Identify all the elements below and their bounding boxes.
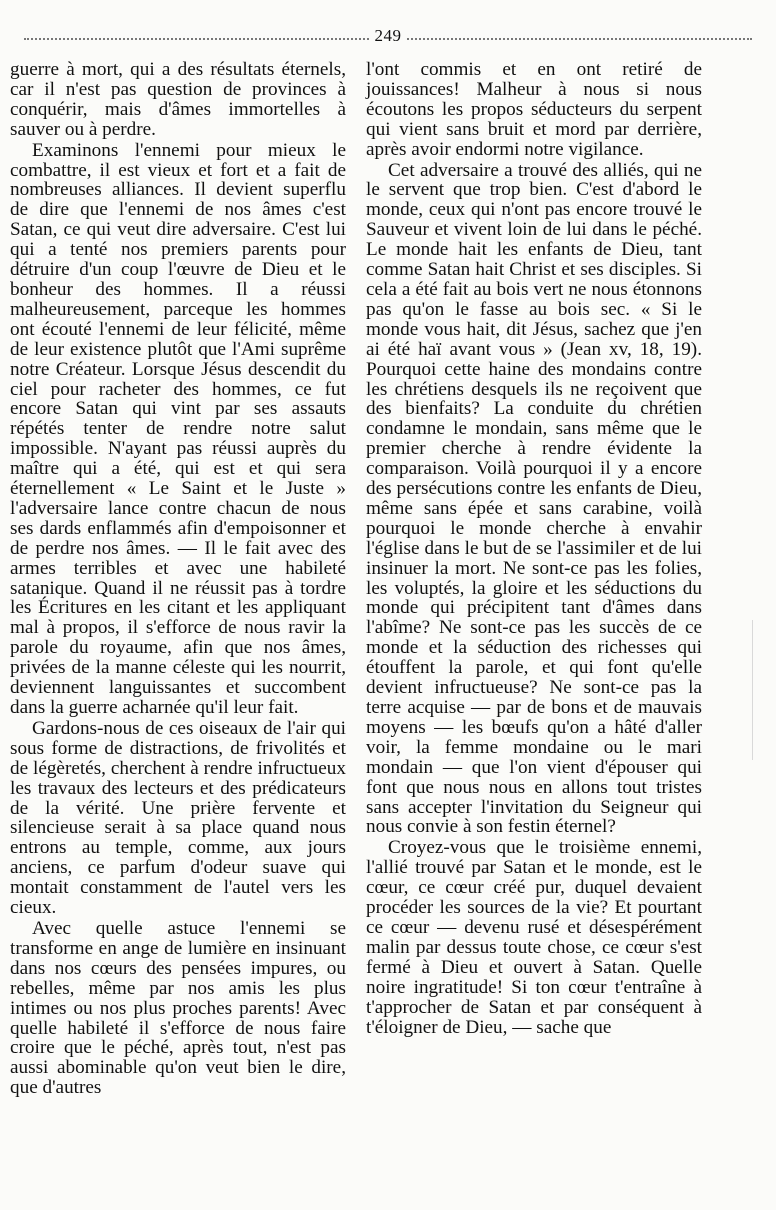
left-column [10, 60, 346, 1098]
left-paragraph-4: Avec quelle astuce l'ennemi se transforme en ange de lumière en insinuant dans nos cœurs des pensées impures, ou rebelles, même par nos amis les plus intimes ou nos plus proches parents! Avec quelle habileté il s'efforce de nous faire croire que le péché, après tout, n'est pas aussi abominable qu'on veut bien le dire, que d'autres [10, 917, 346, 1099]
right-column [366, 60, 702, 1037]
right-paragraph-2: Cet adversaire a trouvé des alliés, qui ne le servent que trop bien. C'est d'abord le monde, ceux qui n'ont pas encore trouvé le Sauveur et vivent loin de lui dans le péché. Le monde hait les enfants de Dieu, tant comme Satan hait Christ et ses disciples. Si cela a été fait au bois vert ne nous étonnons pas qu'on le fasse au bois sec. « Si le monde vous hait, dit Jésus, sachez que j'en ai été haï avant vous » (Jean xv, 18, 19). Pourquoi cette haine des mondains contre les chrétiens desquels ils ne reçoivent que des bienfaits? La conduite du chrétien condamne le mondain, sans même que le premier cherche à rendre évidente la comparaison. Voilà pourquoi il y a encore des persécutions contre les enfants de Dieu, même sans épée et sans carabine, voilà pourquoi le monde cherche à envahir l'église dans le but de se l'assimiler et de lui insinuer la mort. Ne sont-ce pas les folies, les voluptés, la gloire et les séductions du monde qui précipitent tant d'âmes dans l'abîme? Ne sont-ce pas les succès de ce monde et la séduction des richesses qui étouffent la parole, et qui font qu'elle devient infructueuse? Ne sont-ce pas la terre acquise — par de bons et de mauvais moyens — les bœufs qu'on a hâté d'aller voir, la femme mondaine ou le mari mondain — que l'on vient d'épouser qui font que nous nous en allons tout tristes sans accepter l'invitation du Seigneur qui nous convie à son festin éternel? [366, 159, 702, 838]
left-paragraph-1: guerre à mort, qui a des résultats éternels, car il n'est pas question de provinces à conquérir, mais d'âmes immortelles à sauver ou à perdre. [10, 59, 346, 140]
page-header [24, 26, 752, 46]
right-paragraph-1: l'ont commis et en ont retiré de jouissances! Malheur à nous si nous écoutons les propos séducteurs du serpent qui vient sans bruit et mord par derrière, après avoir endormi notre vigilance. [366, 59, 702, 160]
right-paragraph-3: Croyez-vous que le troisième ennemi, l'allié trouvé par Satan et le monde, est le cœur, ce cœur créé pur, duquel devaient procéder les sources de la vie? Et pourtant ce cœur — devenu rusé et désespérément malin par dessus toute chose, ce cœur s'est fermé à Dieu et ouvert à Satan. Quelle noire ingratitude! Si ton cœur t'entraîne à t'approcher de Satan et par conséquent à t'éloigner de Dieu, — sache que [366, 837, 702, 1038]
left-paragraph-3: Gardons-nous de ces oiseaux de l'air qui sous forme de distractions, de frivolités et de légèretés, cherchent à rendre infructueux les travaux des lecteurs et des prédicateurs de la vérité. Une prière fervente et silencieuse serait à sa place quand nous entrons au temple, comme, aux jours anciens, ce parfum d'odeur suave qui montait constamment de l'autel vers les cieux. [10, 717, 346, 919]
page-number: 249 [371, 26, 406, 46]
left-paragraph-2: Examinons l'ennemi pour mieux le combattre, il est vieux et fort et a fait de nombreuses alliances. Il devient superflu de dire que l'ennemi de nos âmes c'est Satan, ce qui veut dire adversaire. C'est lui qui a tenté nos premiers parents pour détruire d'un coup l'œuvre de Dieu et le bonheur des hommes. Il a réussi malheureusement, parceque les hommes ont écouté l'ennemi de leur félicité, même de leur existence plutôt que l'Ami suprême notre Créateur. Lorsque Jésus descendit du ciel pour racheter des hommes, ce fut encore Satan qui vint par ses assauts répétés tenter de rendre notre salut impossible. N'ayant pas réussi auprès du maître qui a été, qui est et qui sera éternellement « Le Saint et le Juste » l'adversaire lance contre chacun de nous ses dards enflammés afin d'empoisonner et de perdre nos âmes. — Il le fait avec des armes terribles et avec une habileté satanique. Quand il ne réussit pas à tordre les Écritures en les citant et les appliquant mal à propos, il s'efforce de nous ravir la parole du royaume, afin que nos âmes, privées de la manne céleste qui les nourrit, deviennent languissantes et succombent dans la guerre acharnée qu'il leur fait. [10, 139, 346, 718]
margin-mark [752, 620, 753, 760]
